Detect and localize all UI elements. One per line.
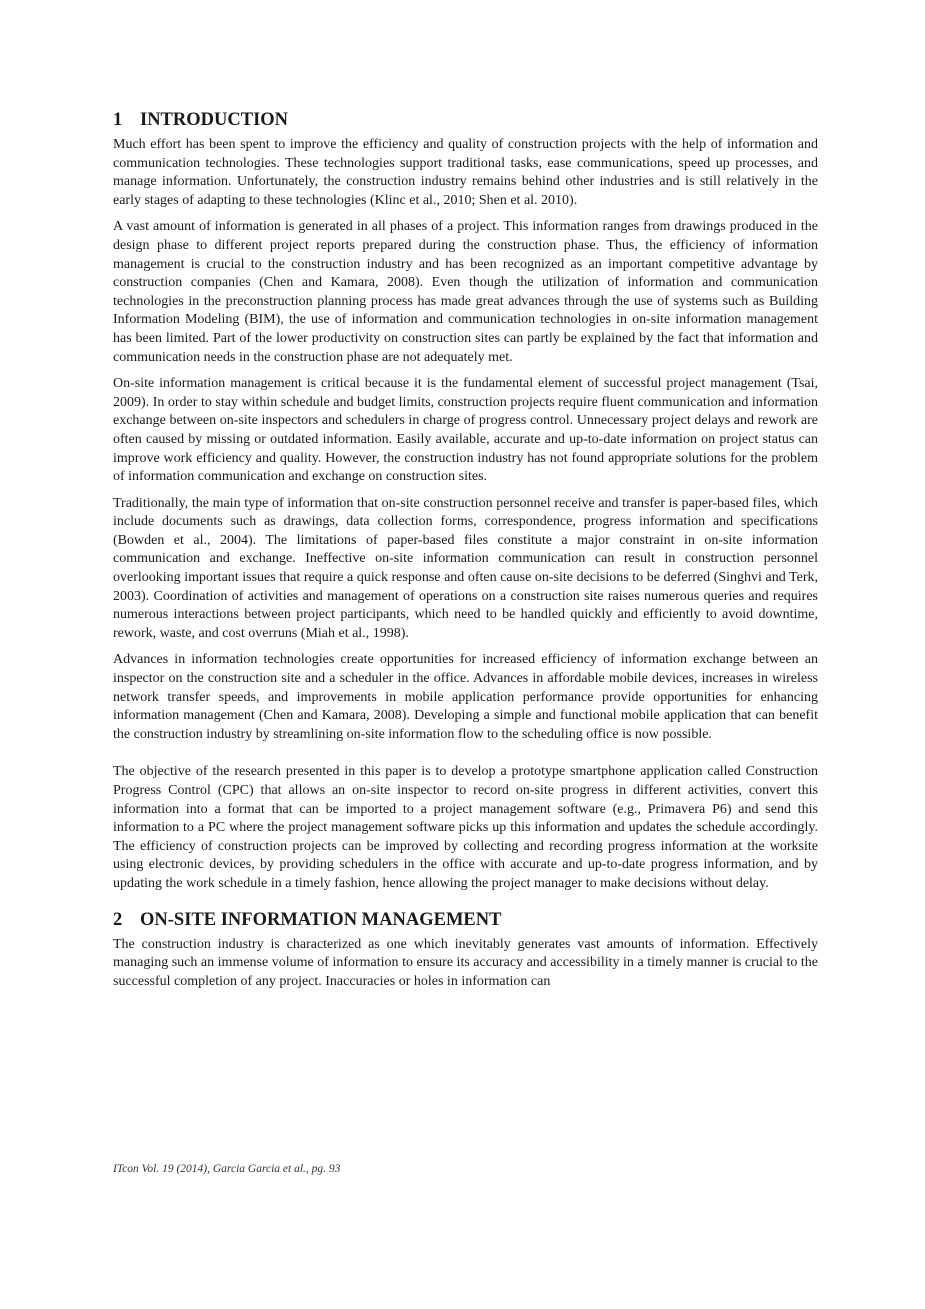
- section-number: 1: [113, 110, 123, 130]
- page-footer: ITcon Vol. 19 (2014), Garcia Garcia et al., pg. 93: [113, 1163, 341, 1175]
- page-body: [113, 108, 818, 999]
- onsite-paragraph-1: The construction industry is characterized as one which inevitably generates vast amounts of information. Effectively managing such an immense volume of information to ensure its accuracy and accessibility in a timely manner is crucial to the successful completion of any project. Inaccuracies or holes in information can: [113, 936, 818, 989]
- intro-paragraph-5: Advances in information technologies create opportunities for increased efficiency of information exchange between an inspector on the construction site and a scheduler in the office. Advances in affordable mobile devices, increases in wireless network transfer speeds, and improvements in mobile application performance provide opportunities for enhancing information management (Chen and Kamara, 2008). Developing a simple and functional mobile application that can benefit the construction industry by streamlining on-site information flow to the scheduling office is now possible.: [113, 652, 818, 742]
- section-title: ON-SITE INFORMATION MANAGEMENT: [140, 909, 502, 930]
- intro-paragraph-3: On-site information management is critical because it is the fundamental element of successful project management (Tsai, 2009). In order to stay within schedule and budget limits, construction projects require fluent communication and information exchange between on-site inspectors and schedulers in charge of progress control. Unnecessary project delays and rework are often caused by missing or outdated information. Easily available, accurate and up-to-date information on project status can improve work efficiency and quality. However, the construction industry has not found appropriate solutions for the problem of information communication and exchange on construction sites.: [113, 376, 818, 485]
- intro-paragraph-6: The objective of the research presented in this paper is to develop a prototype smartphone application called Construction Progress Control (CPC) that allows an on-site inspector to record on-site progress in different activities, convert this information into a format that can be imported to a project management software (e.g., Primavera P6) and send this information to a PC where the project management software picks up this information and updates the schedule accordingly. The efficiency of construction projects can be improved by collecting and recording progress information at the worksite using electronic devices, by providing schedulers in the office with accurate and up-to-date progress information, and by updating the work schedule in a timely fashion, hence allowing the project manager to make decisions without delay.: [113, 764, 818, 891]
- intro-paragraph-2: A vast amount of information is generated in all phases of a project. This information ranges from drawings produced in the design phase to different project reports prepared during the construction phase. Thus, the efficiency of information management is crucial to the construction industry and has been recognized as an important competitive advantage by construction companies (Chen and Kamara, 2008). Even though the utilization of information and communication technologies in the preconstruction planning process has made great advances through the use of systems such as Building Information Modeling (BIM), the use of information and communication technologies in on-site information management has been limited. Part of the lower productivity on construction sites can partly be explained by the fact that information and communication needs in the construction phase are not adequately met.: [113, 219, 818, 365]
- section-title: INTRODUCTION: [140, 110, 289, 130]
- section-heading-introduction: [113, 108, 818, 132]
- intro-paragraph-4: Traditionally, the main type of information that on-site construction personnel receive and transfer is paper-based files, which include documents such as drawings, data collection forms, correspondence, progress information and specifications (Bowden et al., 2004). The limitations of paper-based files constitute a major constraint in on-site information communication and exchange. Ineffective on-site information communication can result in construction personnel overlooking important issues that require a quick response and often cause on-site decisions to be deferred (Singhvi and Terk, 2003). Coordination of activities and management of operations on a construction site raises numerous queries and requires numerous interactions between project participants, which need to be handled quickly and efficiently to avoid downtime, rework, waste, and cost overruns (Miah et al., 1998).: [113, 495, 818, 641]
- section-heading-onsite-information-management: [113, 908, 818, 932]
- intro-paragraph-1: Much effort has been spent to improve the efficiency and quality of construction projects with the help of information and communication technologies. These technologies support traditional tasks, ease communications, speed up processes, and manage information. Unfortunately, the construction industry remains behind other industries and is still relatively in the early stages of adapting to these technologies (Klinc et al., 2010; Shen et al. 2010).: [113, 137, 818, 208]
- section-number: 2: [113, 909, 123, 930]
